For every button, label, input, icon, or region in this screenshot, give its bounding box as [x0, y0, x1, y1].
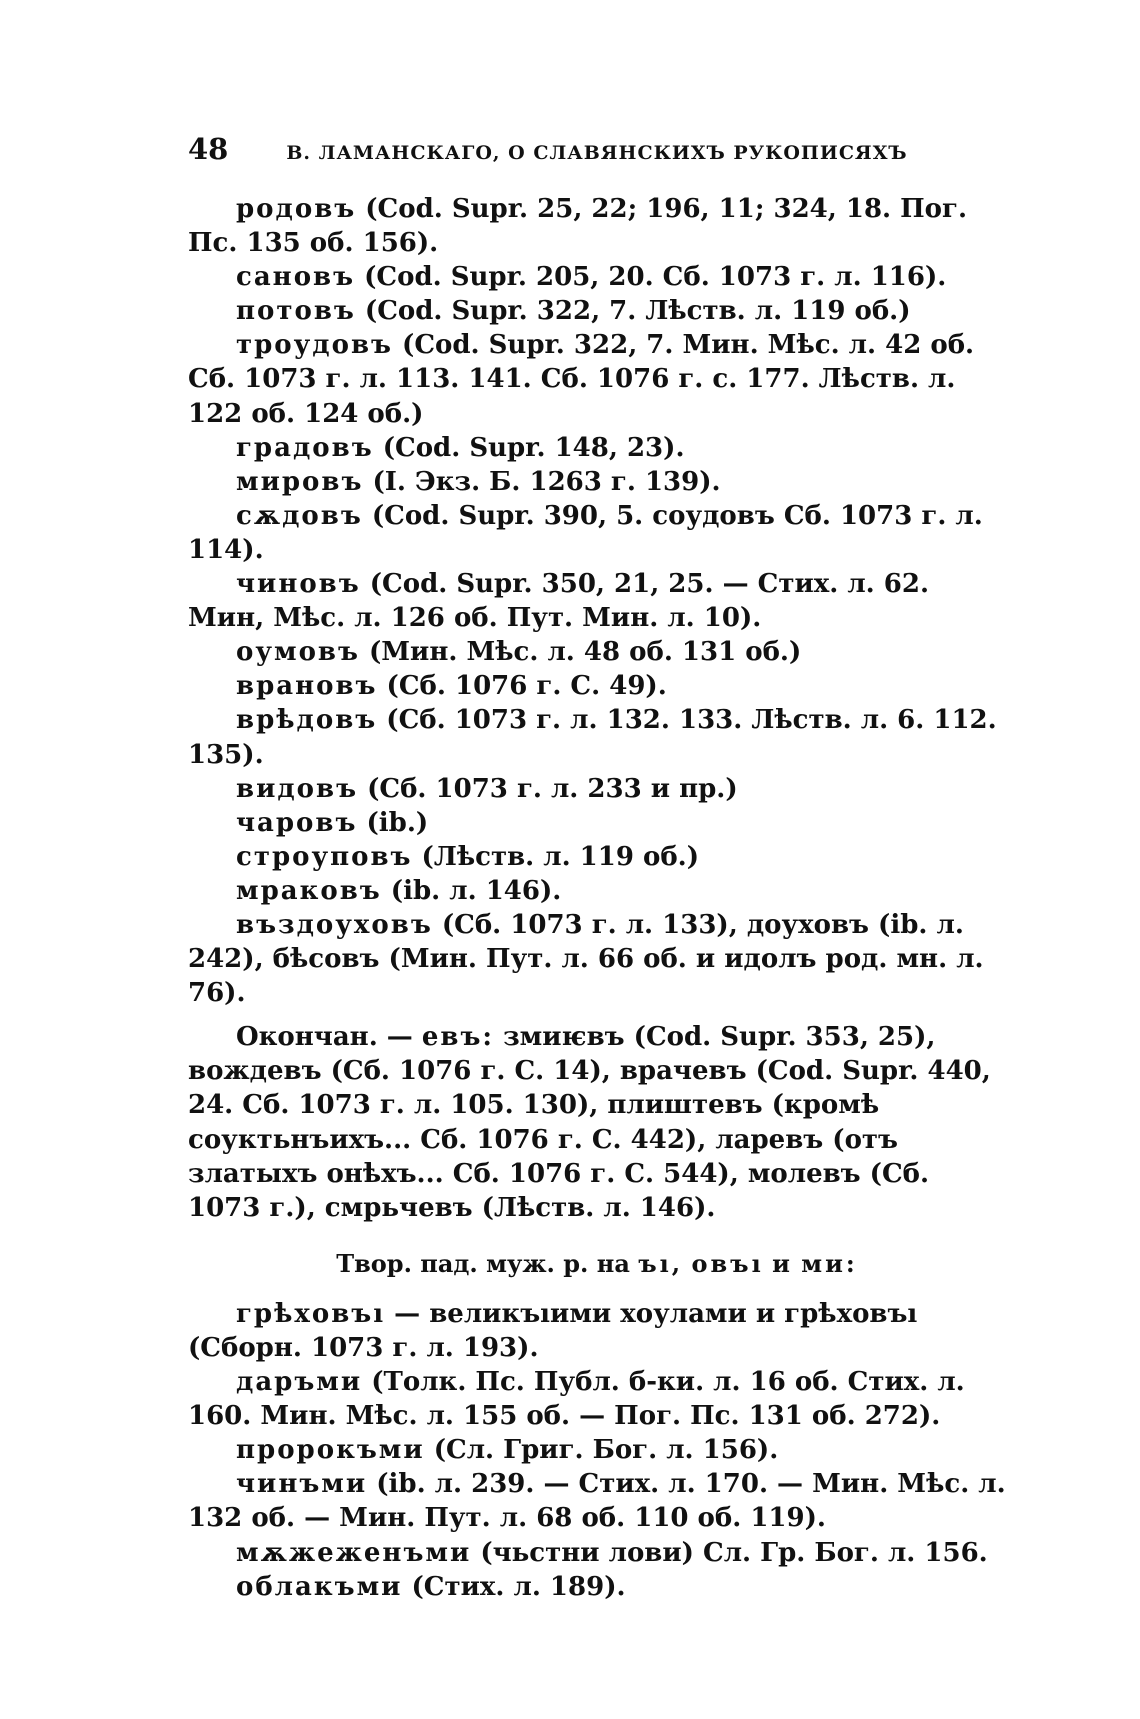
entry: [188, 499, 1006, 567]
entry-citation: (Cod. Supr. 390, 5. соудовъ Сб. 1073 г. л. 114).: [188, 500, 983, 565]
entry: [188, 908, 1006, 1010]
entry-word: градовъ: [236, 432, 374, 463]
entry-word: даръми: [236, 1367, 363, 1398]
entry-citation: (Cod. Supr. 322, 7. Мин. Мѣс. л. 42 об. Сб. 1073 г. л. 113. 141. Сб. 1076 г. с. 177. Лѣств. л. 122 об. 124 об.): [188, 330, 975, 429]
entry: [188, 669, 1006, 703]
entry: [188, 192, 1006, 260]
entry-citation: (Мин. Мѣс. л. 48 об. 131 об.): [359, 637, 802, 668]
entry-citation: (чьстни лови) Сл. Гр. Бог. л. 156.: [471, 1537, 988, 1568]
body-text: [188, 192, 1006, 1604]
entry-citation: (Стих. л. 189).: [402, 1571, 626, 1602]
entry-word: сановъ: [236, 262, 356, 293]
ending-paragraph: [188, 1020, 1006, 1225]
entry: [188, 328, 1006, 430]
heading-ending-2: овъı: [691, 1248, 764, 1278]
entry-word: мѫжеженъми: [236, 1537, 472, 1568]
entry-citation: (Сб. 1076 г. С. 49).: [377, 671, 667, 702]
entry-word: троудовъ: [236, 330, 393, 361]
entry-citation: (Cod. Supr. 25, 22; 196, 11; 324, 18. Пог. Пс. 135 об. 156).: [188, 194, 968, 259]
entry-citation: (Сл. Григ. Бог. л. 156).: [424, 1435, 779, 1466]
entry-citation: (Сб. 1073 г. л. 132. 133. Лѣств. л. 6. 112. 135).: [188, 705, 997, 770]
heading-prefix: Твор. пад. муж. р. на: [336, 1248, 630, 1278]
entry: [188, 1536, 1006, 1570]
entry: [188, 294, 1006, 328]
entry-citation: (Cod. Supr. 322, 7. Лѣств. л. 119 об.): [355, 296, 911, 327]
entry-citation: (I. Экз. Б. 1263 г. 139).: [363, 466, 721, 497]
entry-citation: (Сб. 1073 г. л. 233 и пр.): [358, 773, 738, 804]
entry-citation: (ib. л. 146).: [381, 875, 562, 906]
entry-word: чинъми: [236, 1469, 368, 1500]
ending-label: Окончан. —: [236, 1022, 413, 1053]
entry-citation: (Cod. Supr. 350, 21, 25. — Стих. л. 62. Мин, Мѣс. л. 126 об. Пут. Мин. л. 10).: [188, 569, 930, 634]
entry-word: мировъ: [236, 466, 364, 497]
entry-citation: (Толк. Пс. Публ. б-ки. л. 16 об. Стих. л. 160. Мин. Мѣс. л. 155 об. — Пог. Пс. 131 об. 272).: [188, 1367, 965, 1432]
heading-conjunction: и: [772, 1248, 793, 1278]
entry: [188, 703, 1006, 771]
entry-word: видовъ: [236, 773, 359, 804]
entry: [188, 567, 1006, 635]
entry: [188, 1433, 1006, 1467]
genitive-entries: [188, 192, 1006, 1010]
entry-word: чаровъ: [236, 807, 358, 838]
entry-word: сѫдовъ: [236, 500, 363, 531]
entry: [188, 840, 1006, 874]
entry: [188, 874, 1006, 908]
entry-word: оумовъ: [236, 637, 360, 668]
entry: [188, 1297, 1006, 1365]
entry-word: облакъми: [236, 1571, 403, 1602]
entry: [188, 772, 1006, 806]
entry-citation: (ib. л. 239. — Стих. л. 170. — Мин. Мѣс. л. 132 об. — Мин. Пут. л. 68 об. 110 об. 119).: [188, 1469, 1006, 1534]
entry-word: мраковъ: [236, 875, 382, 906]
entry: [188, 260, 1006, 294]
entry-citation: (ib.): [357, 807, 429, 838]
entry-word: потовъ: [236, 296, 356, 327]
ending-form: евъ:: [421, 1022, 495, 1053]
entry-citation: (Cod. Supr. 148, 23).: [373, 432, 685, 463]
page-number: 48: [188, 132, 229, 166]
entry-citation: — великъıими хоулами и грѣховъı (Сборн. 1073 г. л. 193).: [188, 1298, 918, 1363]
instrumental-entries: [188, 1297, 1006, 1604]
entry: [188, 465, 1006, 499]
entry: [188, 806, 1006, 840]
entry-citation: (Лѣств. л. 119 об.): [412, 841, 700, 872]
entry-word: чиновъ: [236, 569, 361, 600]
heading-ending-3: ми:: [801, 1248, 858, 1278]
entry-word: строуповъ: [236, 841, 413, 872]
entry-word: врѣдовъ: [236, 705, 378, 736]
entry-word: родовъ: [236, 194, 357, 224]
entry-word: пророкъми: [236, 1435, 425, 1466]
section-heading: [188, 1247, 1006, 1281]
page-header: [188, 132, 928, 166]
entry-word: въздоуховъ: [236, 909, 433, 940]
entry-word: грѣховъı: [236, 1298, 386, 1329]
entry: [188, 431, 1006, 465]
running-title: В. ЛАМАНСКАГО, О СЛАВЯНСКИХЪ РУКОПИСЯХЪ: [286, 142, 908, 164]
entry: [188, 635, 1006, 669]
ending-text: змиѥвъ (Cod. Supr. 353, 25), вождевъ (Сб. 1076 г. С. 14), врачевъ (Cod. Supr. 440, 24. Сб. 1073 г. л. 105. 130), плиштевъ (кромѣ соуктьнъихъ... Сб. 1076 г. С. 442), ларевъ (отъ златыхъ онѣхъ... Сб. 1076 г. С. 544), молевъ (Сб. 1073 г.), смрьчевъ (Лѣств. л. 146).: [188, 1022, 991, 1223]
entry-citation: (Cod. Supr. 205, 20. Сб. 1073 г. л. 116).: [355, 262, 947, 293]
entry: [188, 1467, 1006, 1535]
entry-word: врановъ: [236, 671, 378, 702]
heading-ending-1: ъı,: [638, 1248, 684, 1278]
entry-citation: (Сб. 1073 г. л. 133), доуховъ (ib. л. 242), бѣсовъ (Мин. Пут. л. 66 об. и идолъ род. мн. л. 76).: [188, 909, 984, 1009]
entry: [188, 1570, 1006, 1604]
entry: [188, 1365, 1006, 1433]
